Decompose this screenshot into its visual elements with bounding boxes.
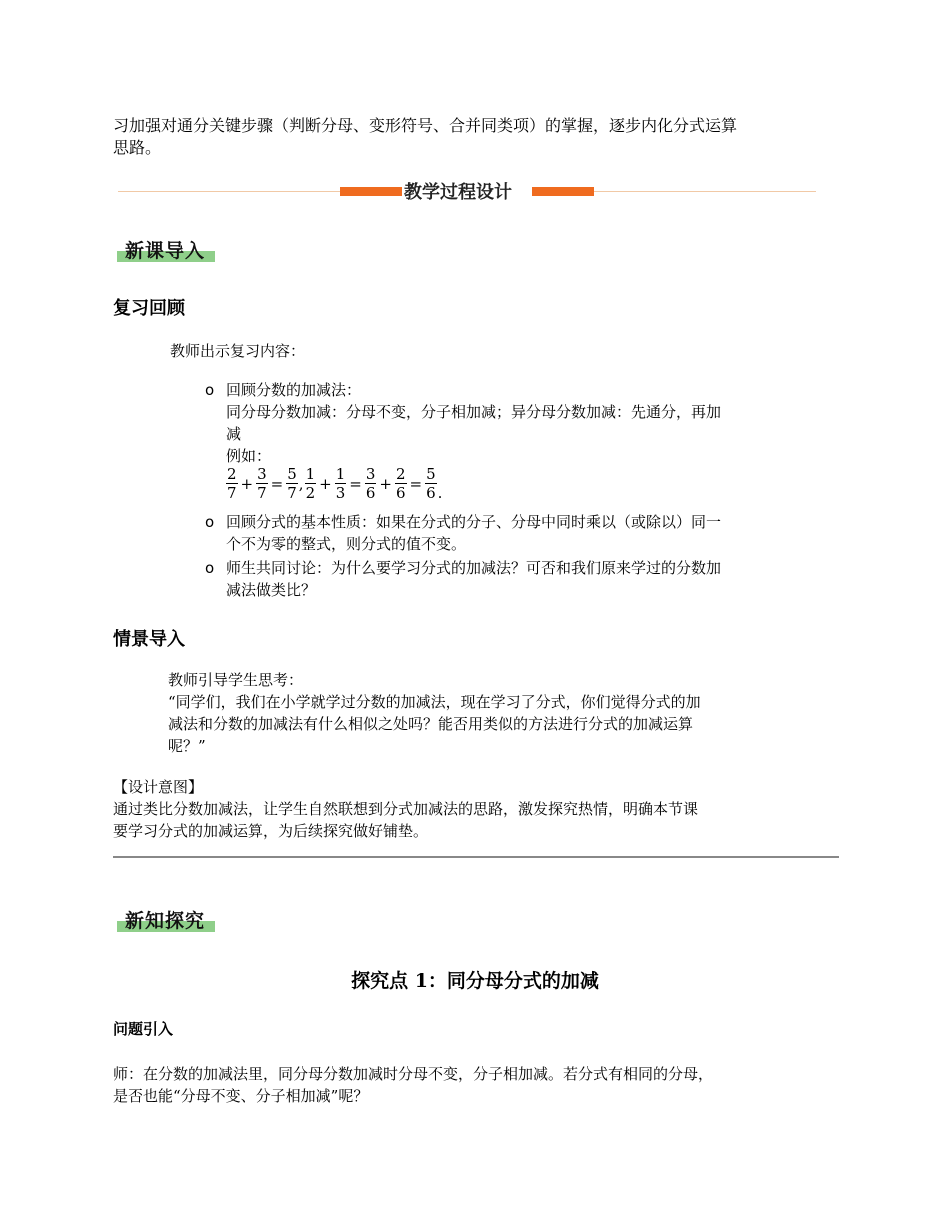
review-bullet-3: [226, 557, 846, 601]
fraction-example-formula: [225, 465, 442, 502]
explore-line-2: 是否也能“分母不变、分子相加减”呢？: [113, 1087, 369, 1105]
operator: +: [379, 474, 392, 493]
scene-quote-3: 呢？”: [168, 737, 206, 755]
scene-lead: 教师引导学生思考：: [168, 671, 304, 689]
explore-paragraph: [113, 1063, 853, 1107]
operator: =: [270, 474, 284, 493]
bullet-3-line-2: 减法做类比？: [226, 581, 317, 599]
review-heading: 复习回顾: [113, 298, 185, 319]
banner-line-right: [594, 191, 816, 192]
bullet-mark: o: [205, 513, 215, 531]
scene-heading: 情景导入: [113, 629, 185, 650]
banner-title: 教学过程设计: [404, 182, 512, 203]
intro-line-2: 思路。: [113, 138, 162, 157]
bullet-1-line-1: 回顾分数的加减法：: [226, 381, 362, 399]
review-lead: 教师出示复习内容：: [170, 342, 306, 360]
fraction: $\frac{3}{6}$: [365, 465, 376, 502]
operator: +: [319, 474, 332, 493]
fraction: $\frac{2}{7}$: [227, 465, 237, 502]
fraction: $\frac{5}{6}$: [426, 465, 436, 502]
section-tag-new-knowledge: [117, 906, 217, 940]
banner-bar-left: [340, 187, 402, 196]
fraction: $\frac{3}{7}$: [257, 465, 267, 502]
tag-label: 新课导入: [125, 240, 206, 262]
scene-quote-2: 减法和分数的加减法有什么相似之处吗？能否用类似的方法进行分式的加减运算: [168, 715, 694, 733]
design-line-2: 要学习分式的加减运算，为后续探究做好铺垫。: [113, 822, 429, 840]
explore-subheading: 问题引入: [113, 1020, 174, 1038]
fraction: $\frac{5}{7}$: [287, 465, 297, 502]
design-intent: [113, 776, 853, 842]
bullet-1-line-4: 例如：: [226, 447, 272, 465]
bullet-2-line-2: 个不为零的整式，则分式的值不变。: [226, 535, 467, 553]
section-divider: [113, 856, 839, 858]
bullet-1-line-3: 减: [226, 425, 242, 443]
scene-quote-1: “同学们，我们在小学就学过分数的加减法，现在学习了分式，你们觉得分式的加: [168, 693, 701, 711]
section-tag-new-lesson: [117, 236, 217, 270]
intro-paragraph: [113, 115, 853, 159]
separator: ,: [298, 474, 304, 493]
period: .: [437, 484, 443, 502]
operator: =: [349, 474, 362, 493]
banner-line-left: [118, 191, 340, 192]
bullet-3-line-1: 师生共同讨论：为什么要学习分式的加减法？可否和我们原来学过的分数加: [226, 559, 722, 577]
explore-line-1: 师：在分数的加减法里，同分母分数加减时分母不变，分子相加减。若分式有相同的分母，: [113, 1065, 714, 1083]
operator: +: [240, 474, 254, 493]
review-bullet-2: [226, 511, 846, 555]
operator: =: [409, 474, 423, 493]
design-label: 【设计意图】: [113, 778, 204, 796]
tag-label: 新知探究: [125, 910, 206, 932]
scene-text: [168, 669, 838, 757]
design-line-1: 通过类比分数加减法，让学生自然联想到分式加减法的思路，激发探究热情，明确本节课: [113, 800, 699, 818]
review-bullet-1: [226, 379, 846, 467]
explore-title: 探究点 1：同分母分式的加减: [351, 970, 599, 992]
bullet-2-line-1: 回顾分式的基本性质：如果在分式的分子、分母中同时乘以（或除以）同一: [226, 513, 722, 531]
bullet-mark: o: [205, 381, 215, 399]
fraction: $\frac{1}{2}$: [305, 465, 316, 502]
banner-bar-right: [532, 187, 594, 196]
bullet-mark: o: [205, 559, 215, 577]
bullet-1-line-2: 同分母分数加减：分母不变，分子相加减；异分母分数加减：先通分，再加: [226, 403, 722, 421]
intro-line-1: 习加强对通分关键步骤（判断分母、变形符号、合并同类项）的掌握，逐步内化分式运算: [113, 116, 738, 135]
fraction: $\frac{1}{3}$: [335, 465, 346, 502]
fraction: $\frac{2}{6}$: [395, 465, 406, 502]
